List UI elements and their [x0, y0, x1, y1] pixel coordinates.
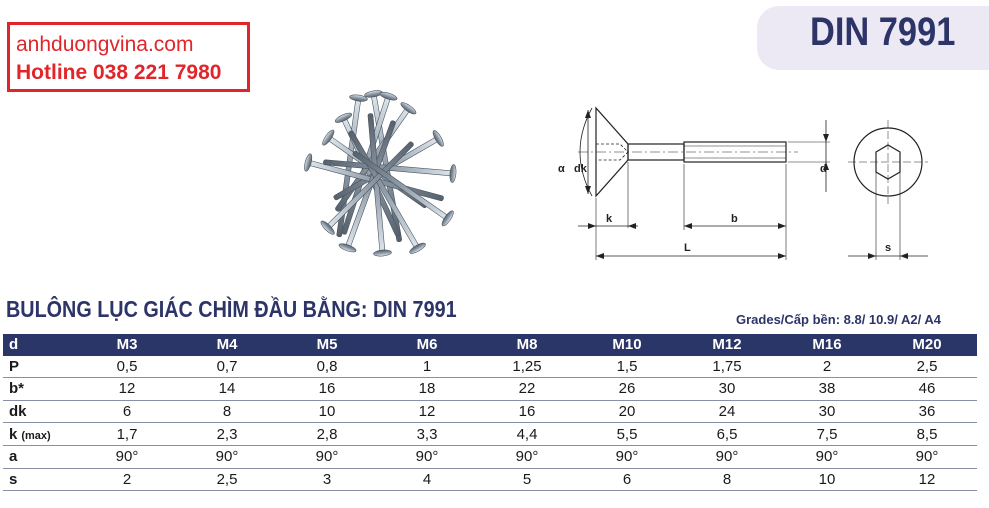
table-cell: 90°	[477, 445, 577, 468]
table-cell: 38	[777, 378, 877, 401]
table-cell: 2,5	[177, 468, 277, 491]
table-cell: 46	[877, 378, 977, 401]
label-k: k	[606, 213, 613, 225]
table-cell: 12	[377, 400, 477, 423]
row-label-text: P	[9, 357, 20, 375]
table-cell: 90°	[77, 445, 177, 468]
table-cell: 90°	[377, 445, 477, 468]
brand-box	[7, 22, 250, 92]
table-cell: 20	[577, 400, 677, 423]
row-label	[3, 423, 77, 446]
table-row	[3, 400, 977, 423]
table-cell: 6	[577, 468, 677, 491]
table-cell: 16	[477, 400, 577, 423]
row-label-text: a	[9, 448, 18, 466]
table-cell: 4,4	[477, 423, 577, 446]
header-size: M3	[77, 334, 177, 356]
table-row	[3, 423, 977, 446]
label-b: b	[731, 213, 738, 225]
table-cell: 24	[677, 400, 777, 423]
table-header-row	[3, 334, 977, 356]
table-cell: 8	[677, 468, 777, 491]
table-cell: 90°	[177, 445, 277, 468]
table-cell: 3,3	[377, 423, 477, 446]
label-s: s	[885, 242, 892, 254]
header-size: M10	[577, 334, 677, 356]
table-cell: 2	[777, 356, 877, 378]
table-cell: 6	[77, 400, 177, 423]
table-cell: 2	[77, 468, 177, 491]
table-cell: 0,7	[177, 356, 277, 378]
table-row	[3, 468, 977, 491]
table-cell: 12	[877, 468, 977, 491]
row-label-sub: (max)	[21, 429, 51, 442]
label-dk: dk	[574, 163, 587, 175]
table-cell: 5	[477, 468, 577, 491]
table-cell: 10	[777, 468, 877, 491]
table-cell: 90°	[877, 445, 977, 468]
table-cell: 7,5	[777, 423, 877, 446]
table-cell: 30	[777, 400, 877, 423]
table-cell: 2,3	[177, 423, 277, 446]
table-cell: 90°	[777, 445, 877, 468]
table-cell: 8	[177, 400, 277, 423]
label-alpha: α	[558, 163, 565, 175]
header-size: M4	[177, 334, 277, 356]
brand-website[interactable]: anhduongvina.com	[16, 33, 194, 56]
header-size: M6	[377, 334, 477, 356]
grades-note: Grades/Cấp bền: 8.8/ 10.9/ A2/ A4	[736, 312, 941, 327]
product-photo	[288, 88, 478, 258]
table-row	[3, 356, 977, 378]
technical-drawing	[548, 100, 958, 270]
table-cell: 0,8	[277, 356, 377, 378]
table-cell: 14	[177, 378, 277, 401]
table-cell: 90°	[577, 445, 677, 468]
header-size: M5	[277, 334, 377, 356]
header-label: d	[3, 334, 77, 356]
label-L: L	[684, 242, 691, 254]
table-cell: 1,5	[577, 356, 677, 378]
table-cell: 4	[377, 468, 477, 491]
table-cell: 30	[677, 378, 777, 401]
table-cell: 1,7	[77, 423, 177, 446]
table-cell: 1,75	[677, 356, 777, 378]
row-label	[3, 400, 77, 423]
table-cell: 26	[577, 378, 677, 401]
table-cell: 16	[277, 378, 377, 401]
header-size: M20	[877, 334, 977, 356]
table-cell: 8,5	[877, 423, 977, 446]
table-cell: 2,5	[877, 356, 977, 378]
table-cell: 90°	[277, 445, 377, 468]
row-label-text: k	[9, 425, 18, 443]
row-label	[3, 356, 77, 378]
page-title: BULÔNG LỤC GIÁC CHÌM ĐẦU BẰNG: DIN 7991	[6, 296, 457, 322]
table-cell: 12	[77, 378, 177, 401]
brand-hotline[interactable]: Hotline 038 221 7980	[16, 61, 222, 84]
table-cell: 90°	[677, 445, 777, 468]
row-label-text: s	[9, 470, 18, 488]
table-cell: 10	[277, 400, 377, 423]
table-row	[3, 378, 977, 401]
label-d: d	[820, 163, 827, 175]
standard-code: DIN 7991	[810, 10, 956, 54]
table-cell: 3	[277, 468, 377, 491]
spec-table	[3, 334, 977, 491]
row-label	[3, 468, 77, 491]
table-cell: 18	[377, 378, 477, 401]
row-label	[3, 378, 77, 401]
header-size: M12	[677, 334, 777, 356]
row-label-text: b*	[9, 380, 24, 398]
row-label	[3, 445, 77, 468]
table-cell: 5,5	[577, 423, 677, 446]
table-cell: 6,5	[677, 423, 777, 446]
table-cell: 1,25	[477, 356, 577, 378]
header-size: M16	[777, 334, 877, 356]
table-row	[3, 445, 977, 468]
table-cell: 0,5	[77, 356, 177, 378]
table-cell: 1	[377, 356, 477, 378]
table-cell: 2,8	[277, 423, 377, 446]
header-size: M8	[477, 334, 577, 356]
table-cell: 36	[877, 400, 977, 423]
row-label-text: dk	[9, 403, 27, 421]
table-cell: 22	[477, 378, 577, 401]
